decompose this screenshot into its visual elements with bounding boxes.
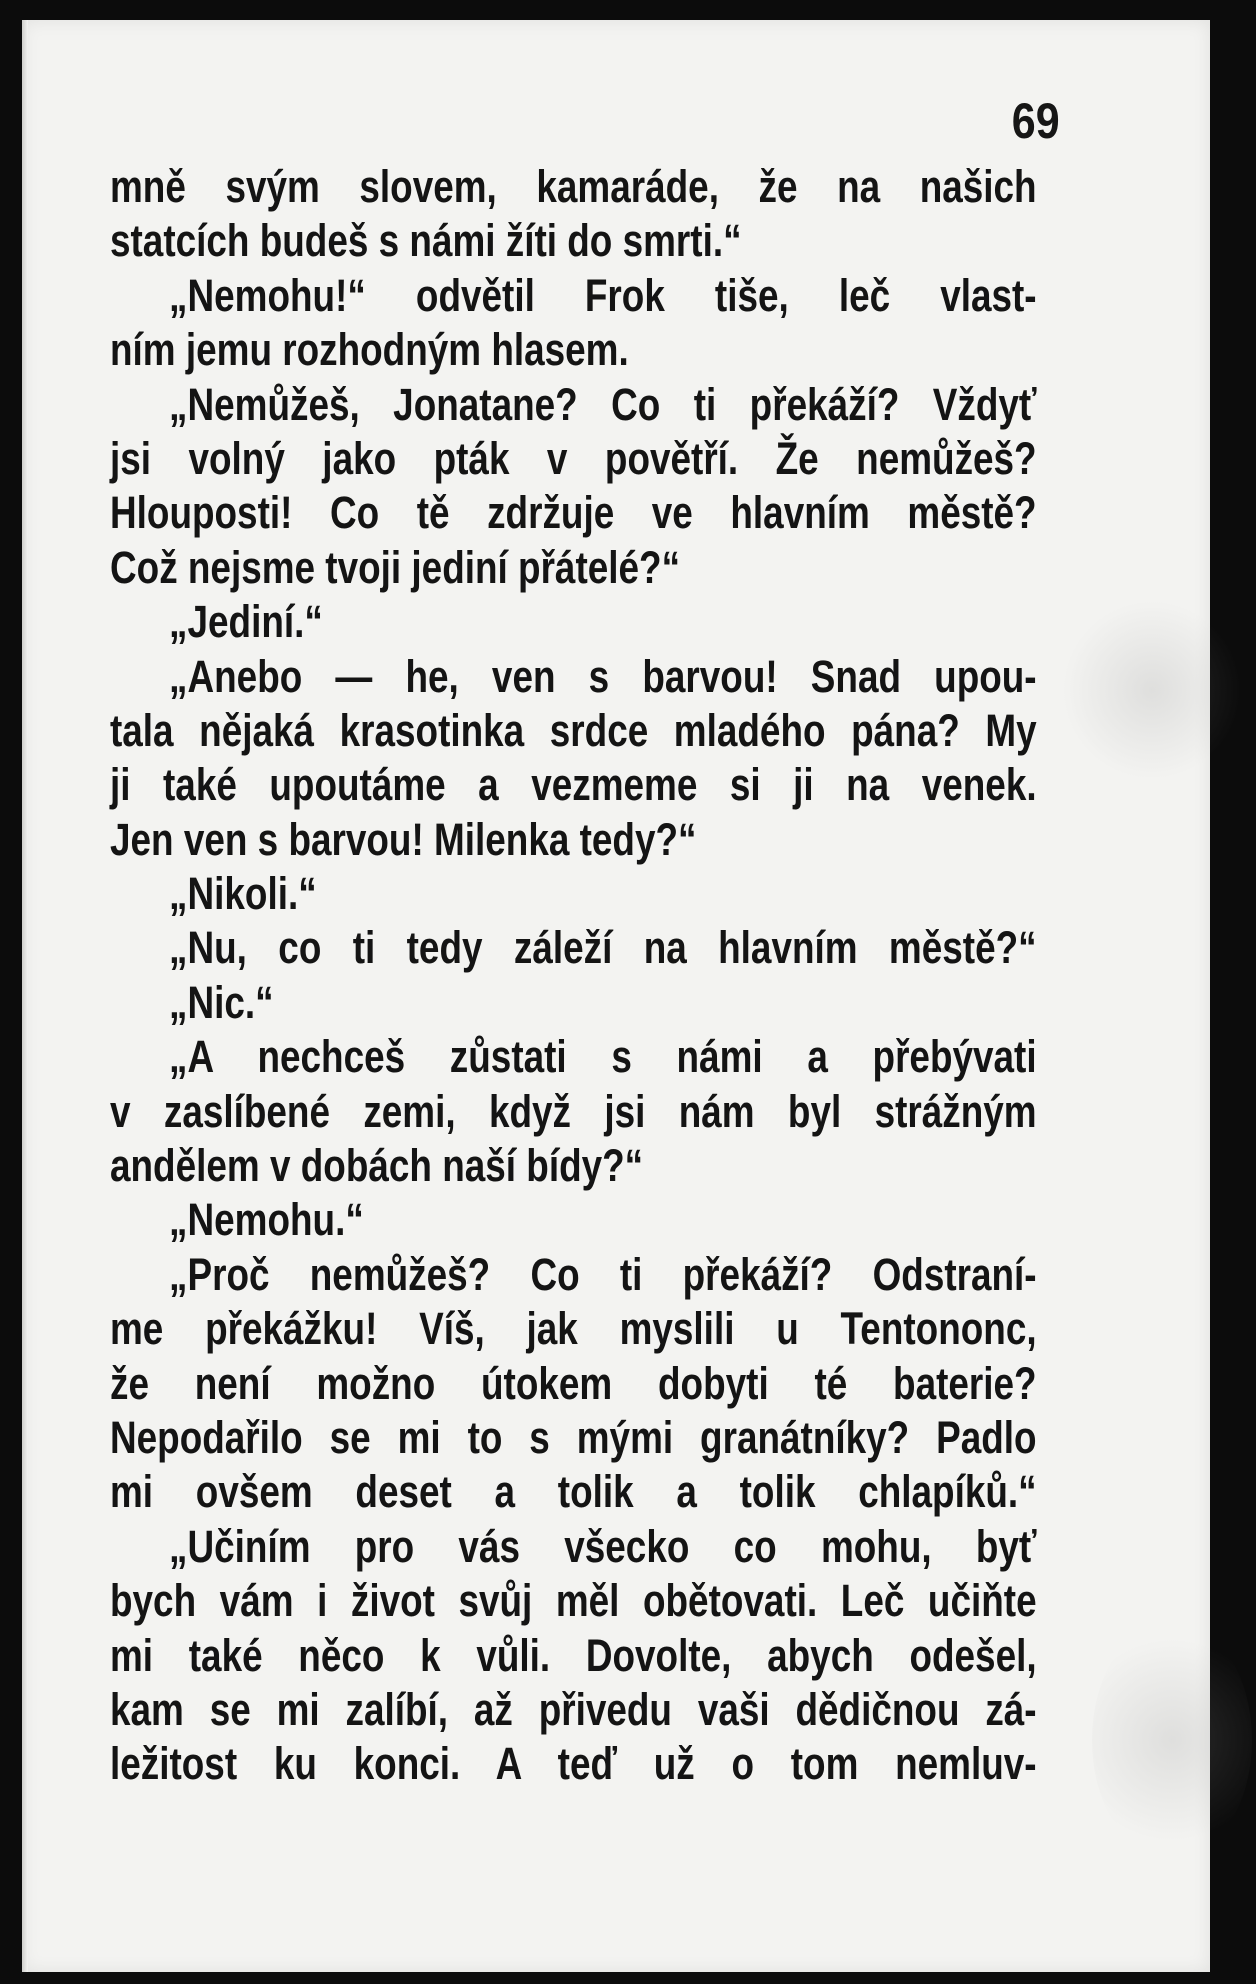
text-line: Nepodařilo se mi to s mými granátníky? Padlo	[110, 1411, 1037, 1463]
text-line: mně svým slovem, kamaráde, že na našich	[110, 161, 1037, 212]
text-line: Hlouposti! Co tě zdržuje ve hlavním městě?	[110, 487, 1037, 539]
text-line: andělem v dobách naší bídy?“	[110, 1140, 644, 1192]
page-text	[110, 160, 1240, 1792]
page-edge	[22, 20, 28, 1972]
text-line: me překážku! Víš, jak myslili u Tentononc,	[110, 1303, 1037, 1355]
text-line: bych vám i život svůj měl obětovati. Leč učiňte	[110, 1575, 1037, 1627]
page-number: 69	[1012, 93, 1060, 149]
text-line: „Nemohu!“ odvětil Frok tiše, leč vlast-	[169, 269, 1037, 321]
text-line: „Proč nemůžeš? Co ti překáží? Odstraní-	[169, 1248, 1037, 1300]
text-line: v zaslíbené zemi, když jsi nám byl strážným	[110, 1085, 1037, 1137]
text-line: statcích budeš s námi žíti do smrti.“	[110, 215, 742, 267]
text-line: Jen ven s barvou! Milenka tedy?“	[110, 813, 697, 865]
text-line: ležitost ku konci. A teď už o tom nemluv-	[110, 1738, 1037, 1790]
text-line: „Anebo — he, ven s barvou! Snad upou-	[169, 650, 1037, 702]
text-line: ním jemu rozhodným hlasem.	[110, 324, 629, 376]
text-line: „Jediní.“	[169, 596, 323, 648]
text-line: mi také něco k vůli. Dovolte, abych odešel,	[110, 1629, 1037, 1681]
text-line: „A nechceš zůstati s námi a přebývati	[169, 1031, 1037, 1083]
text-line: „Nemohu.“	[169, 1194, 364, 1246]
text-line: ji také upoutáme a vezmeme si ji na venek.	[110, 759, 1037, 811]
text-line: „Nu, co ti tedy záleží na hlavním městě?“	[169, 922, 1037, 974]
text-line: „Učiním pro vás všecko co mohu, byť	[169, 1520, 1037, 1572]
text-line: jsi volný jako pták v povětří. Že nemůžeš?	[110, 432, 1037, 484]
text-line: „Nemůžeš, Jonatane? Co ti překáží? Vždyť	[169, 378, 1037, 430]
text-line: mi ovšem deset a tolik a tolik chlapíků.“	[110, 1466, 1037, 1518]
text-line: Což nejsme tvoji jediní přátelé?“	[110, 541, 681, 593]
text-line: „Nic.“	[169, 976, 274, 1028]
text-line: „Nikoli.“	[169, 868, 317, 920]
text-line: že není možno útokem dobyti té baterie?	[110, 1357, 1037, 1409]
text-line: tala nějaká krasotinka srdce mladého pána? My	[110, 704, 1037, 756]
text-line: kam se mi zalíbí, až přivedu vaši dědičnou zá-	[110, 1683, 1037, 1735]
